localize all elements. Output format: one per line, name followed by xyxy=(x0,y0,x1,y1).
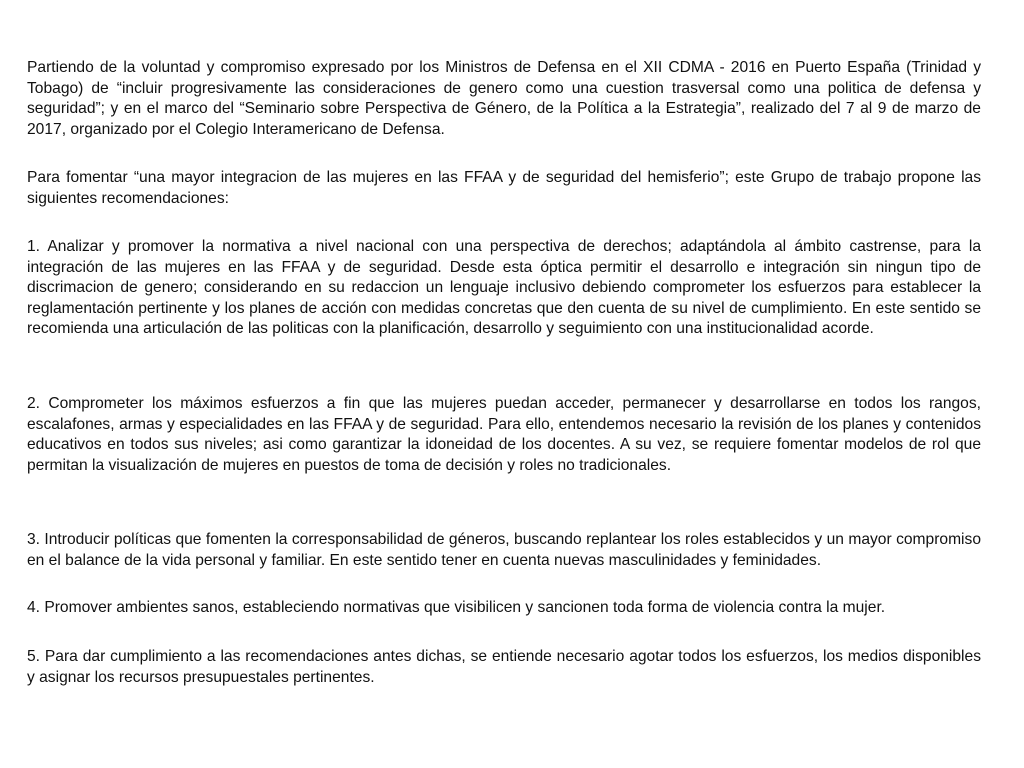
purpose-paragraph: Para fomentar “una mayor integracion de las mujeres en las FFAA y de seguridad del hemisferio”; este Grupo de trabajo propone las siguientes recomendaciones: xyxy=(27,169,981,207)
intro-paragraph: Partiendo de la voluntad y compromiso expresado por los Ministros de Defensa en el XII CDMA - 2016 en Puerto España (Trinidad y Tobago) de “incluir progresivamente las consideraciones de genero como una cuestion trasversal como una politica de defensa y seguridad”; y en el marco del “Seminario sobre Perspectiva de Género, de la Política a la Estrategia”, realizado del 7 al 9 de marzo de 2017, organizado por el Colegio Interamericano de Defensa. xyxy=(27,59,981,138)
recommendation-1-paragraph: 1. Analizar y promover la normativa a nivel nacional con una perspectiva de derechos; adaptándola al ámbito castrense, para la integración de las mujeres en las FFAA y de seguridad. Desde esta óptica permitir el desarrollo e integración sin ningun tipo de discrimacion de genero; considerando en su redaccion un lenguaje inclusivo debiendo comprometer los esfuerzos para establecer la reglamentación pertinente y los planes de acción con medidas concretas que den cuenta de su nivel de cumplimiento. En este sentido se recomienda una articulación de las politicas con la planificación, desarrollo y seguimiento con una institucionalidad acorde. xyxy=(27,238,981,338)
recommendation-3-paragraph: 3. Introducir políticas que fomenten la corresponsabilidad de géneros, buscando replantear los roles establecidos y un mayor compromiso en el balance de la vida personal y familiar. En este sentido tener en cuenta nuevas masculinidades y feminidades. xyxy=(27,531,981,569)
recommendation-4-paragraph: 4. Promover ambientes sanos, estableciendo normativas que visibilicen y sancionen toda forma de violencia contra la mujer. xyxy=(27,599,886,616)
recommendation-5-paragraph: 5. Para dar cumplimiento a las recomendaciones antes dichas, se entiende necesario agotar todos los esfuerzos, los medios disponibles y asignar los recursos presupuestales pertinentes. xyxy=(27,648,981,686)
recommendation-2-paragraph: 2. Comprometer los máximos esfuerzos a fin que las mujeres puedan acceder, permanecer y desarrollarse en todos los rangos, escalafones, armas y especialidades en las FFAA y de seguridad. Para ello, entendemos necesario la revisión de los planes y contenidos educativos en todos sus niveles; asi como garantizar la idoneidad de los docentes. A su vez, se requiere fomentar modelos de rol que permitan la visualización de mujeres en puestos de toma de decisión y roles no tradicionales. xyxy=(27,395,981,474)
